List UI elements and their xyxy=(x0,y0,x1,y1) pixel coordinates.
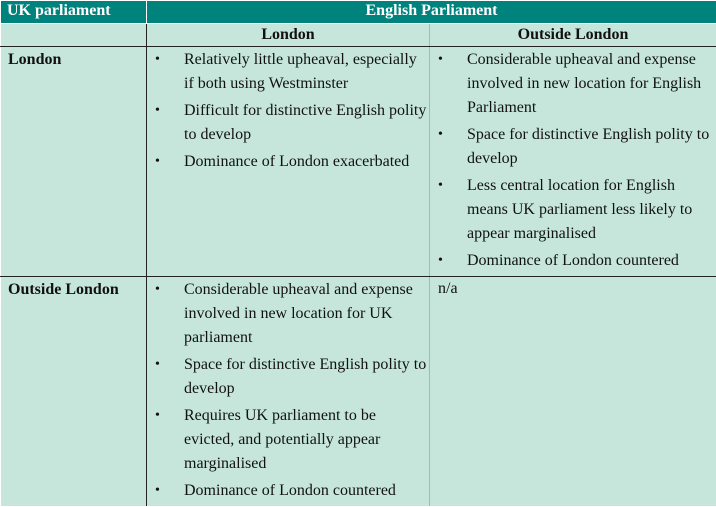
bullet-icon: • xyxy=(438,123,443,147)
header-row xyxy=(1,1,716,24)
bullet-icon: • xyxy=(438,48,443,72)
uk-parliament-header: UK parliament xyxy=(1,1,147,24)
column-header-outside-london: Outside London xyxy=(430,24,716,47)
list-item xyxy=(147,353,427,401)
table-row xyxy=(1,277,716,507)
list-item-text: Less central location for English means UK parliament less likely to appear marginalised xyxy=(467,177,692,242)
list-item xyxy=(147,479,427,503)
list-item-text: Requires UK parliament to be evicted, and potentially appear marginalised xyxy=(184,407,380,472)
bullet-icon: • xyxy=(438,249,443,273)
cell-london-london xyxy=(147,47,430,277)
bullet-icon: • xyxy=(155,150,160,174)
list-item xyxy=(147,99,427,147)
list-item xyxy=(430,174,714,246)
bullet-icon: • xyxy=(155,479,160,503)
bullet-icon: • xyxy=(155,404,160,428)
bullet-list xyxy=(147,278,429,503)
english-parliament-header: English Parliament xyxy=(147,1,716,24)
row-header-london: London xyxy=(1,47,147,277)
list-item xyxy=(430,48,714,120)
bullet-icon: • xyxy=(155,278,160,302)
list-item-text: Considerable upheaval and expense involved in new location for UK parliament xyxy=(184,281,413,346)
list-item xyxy=(430,123,714,171)
bullet-list xyxy=(147,48,429,174)
list-item-text: Dominance of London countered xyxy=(184,482,396,499)
list-item-text: Difficult for distinctive English polity to develop xyxy=(184,102,426,143)
cell-outside-outside xyxy=(430,277,716,507)
list-item-text: Space for distinctive English polity to develop xyxy=(467,126,709,167)
list-item-text: Relatively little upheaval, especially if both using Westminster xyxy=(184,51,417,92)
list-item xyxy=(147,404,427,476)
not-applicable-text: n/a xyxy=(430,277,716,300)
bullet-icon: • xyxy=(438,174,443,198)
empty-corner-cell xyxy=(1,24,147,47)
bullet-icon: • xyxy=(155,99,160,123)
list-item-text: Dominance of London countered xyxy=(467,252,679,269)
list-item xyxy=(147,150,427,174)
table-row xyxy=(1,47,716,277)
list-item-text: Space for distinctive English polity to develop xyxy=(184,356,426,397)
subheader-row xyxy=(1,24,716,47)
list-item xyxy=(430,249,714,273)
bullet-icon: • xyxy=(155,353,160,377)
list-item xyxy=(147,48,427,96)
list-item-text: Dominance of London exacerbated xyxy=(184,153,409,170)
cell-london-outside xyxy=(430,47,716,277)
list-item-text: Considerable upheaval and expense involved in new location for English Parliament xyxy=(467,51,701,116)
list-item xyxy=(147,278,427,350)
bullet-list xyxy=(430,48,716,273)
cell-outside-london xyxy=(147,277,430,507)
bullet-icon: • xyxy=(155,48,160,72)
row-header-outside-london: Outside London xyxy=(1,277,147,507)
column-header-london: London xyxy=(147,24,430,47)
